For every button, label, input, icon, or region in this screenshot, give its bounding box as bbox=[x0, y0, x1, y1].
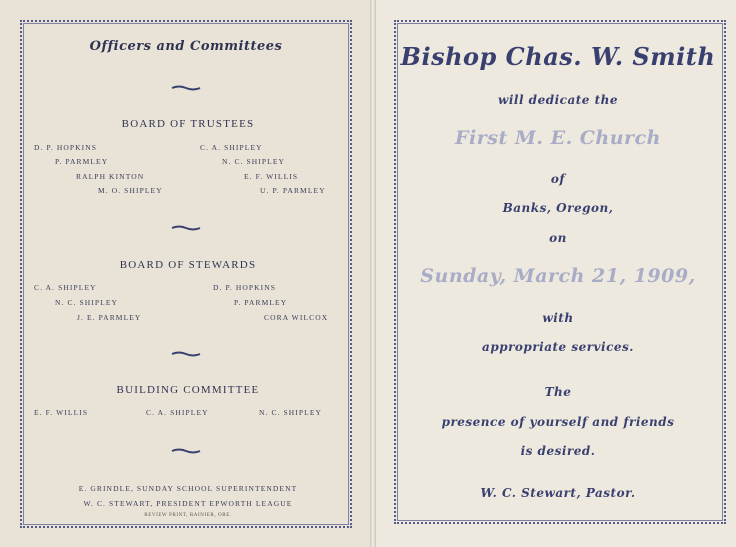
trustee-name: E. F. WILLIS bbox=[244, 172, 299, 181]
ornament-divider bbox=[171, 225, 201, 231]
trustee-name: C. A. SHIPLEY bbox=[200, 143, 263, 152]
date-line: Sunday, March 21, 1909, bbox=[420, 265, 696, 287]
presence-line: presence of yourself and friends bbox=[441, 415, 675, 429]
steward-name: N. C. SHIPLEY bbox=[55, 298, 119, 307]
building-title: BUILDING COMMITTEE bbox=[116, 384, 260, 396]
pastor-signature: W. C. Stewart, Pastor. bbox=[480, 486, 636, 500]
steward-name: D. P. HOPKINS bbox=[213, 283, 277, 292]
ornament-divider bbox=[171, 351, 201, 357]
trustee-name: RALPH KINTON bbox=[76, 172, 145, 181]
steward-name: CORA WILCOX bbox=[264, 313, 329, 322]
trustee-name: N. C. SHIPLEY bbox=[222, 157, 286, 166]
building-name: E. F. WILLIS bbox=[34, 408, 89, 417]
of-line: of bbox=[550, 172, 566, 186]
place-line: Banks, Oregon, bbox=[502, 201, 614, 215]
ornament-divider bbox=[171, 448, 201, 454]
trustee-name: M. O. SHIPLEY bbox=[98, 186, 163, 195]
bishop-name: Bishop Chas. W. Smith bbox=[400, 42, 716, 71]
center-fold bbox=[370, 0, 376, 547]
superintendent-line: E. GRINDLE, SUNDAY SCHOOL SUPERINTENDENT bbox=[78, 484, 298, 493]
ornament-divider bbox=[171, 85, 201, 91]
steward-name: P. PARMLEY bbox=[234, 298, 288, 307]
services-line: appropriate services. bbox=[482, 340, 634, 354]
dedicate-line: will dedicate the bbox=[498, 93, 618, 107]
with-line: with bbox=[542, 311, 574, 325]
stewards-title: BOARD OF STEWARDS bbox=[119, 259, 257, 271]
trustee-name: U. P. PARMLEY bbox=[260, 186, 326, 195]
steward-name: J. E. PARMLEY bbox=[77, 313, 142, 322]
desired-line: is desired. bbox=[520, 444, 596, 458]
printer-imprint: REVIEW PRINT, RAINIER, ORE. bbox=[144, 513, 232, 518]
trustee-name: D. P. HOPKINS bbox=[34, 143, 98, 152]
trustee-name: P. PARMLEY bbox=[55, 157, 109, 166]
officers-heading: Officers and Committees bbox=[89, 39, 283, 54]
the-line: The bbox=[544, 385, 572, 399]
on-line: on bbox=[549, 231, 567, 245]
trustees-title: BOARD OF TRUSTEES bbox=[121, 118, 255, 130]
building-name: C. A. SHIPLEY bbox=[146, 408, 209, 417]
church-name: First M. E. Church bbox=[455, 127, 661, 149]
epworth-line: W. C. STEWART, PRESIDENT EPWORTH LEAGUE bbox=[83, 499, 293, 508]
steward-name: C. A. SHIPLEY bbox=[34, 283, 97, 292]
building-name: N. C. SHIPLEY bbox=[259, 408, 323, 417]
